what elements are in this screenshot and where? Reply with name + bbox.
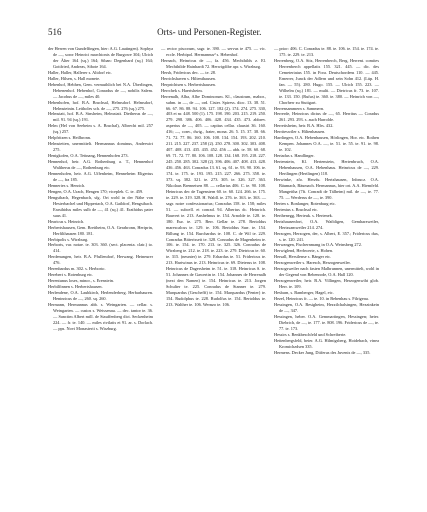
register-entry: Helmstetten, unermittelt. Hermannus dominus, Anderwirt 275.: [48, 141, 153, 153]
register-entry: Hernach, Heinricus de —, fa. 456. Mechthilds z. El. Mechthilde Hainhardt 72. Herwigdibe apr. s. Wirzburg.: [161, 57, 266, 69]
register-entry: Hettenbergsfeld, beier. A.G. Hilmigsberg, Hoidebach, vinea Kromichzdsen 335.: [274, 337, 379, 349]
register-entry: Herdenungen, heir. B.A. Pfullendorf, Herwang. Heineurer 476.: [48, 254, 153, 266]
register-entry: Hengen, O.A. Urach, Hengen 170; vicepleb. C. te. 459.: [48, 188, 144, 194]
register-columns: [48, 46, 379, 356]
register-entry: Helm (Hel von Seebeim s. A. Bruchal), Albrecht mil. 257 (sq.) 257.: [48, 123, 153, 135]
register-entry: Herrchek s. Haerisheim.: [161, 87, 203, 93]
register-entry: Helmstatt, hof. B.A. Sinsheim, Helmstatt. Dietherus de —, mil. 91. 94 (sq.) 191.: [48, 111, 153, 123]
register-entry: Herwangen, Fischernmang in O.A. Weinsberg 272.: [274, 242, 362, 248]
register-entry: Herbertshausen, Gem. Breitheim, O.A. Gerabronn, Heriprin, Herfilthausen 180. 181.: [48, 224, 153, 236]
register-entry: Herprichtsen s. Herbertshausen.: [161, 81, 216, 87]
register-entry: Herten s. Bonlanger, Rotenburg etc.: [274, 200, 336, 206]
register-entry: — rector piscorum, sagr. te. 390. — servus te 475. — vic. eccle. Herbipol. Hermannus² s. Hebenhof.: [161, 46, 266, 57]
column-left: [48, 46, 153, 356]
register-entry: Haller, Hilsen, s. Hall monete.: [48, 75, 101, 81]
register-entry: Herwinke, zfo. Herzfu. Hertzhausen, Inbrucz. O.A. Bäumach, Bäumach. Hermannus, hier ort. A.A. Hiemfeld. Mangeitha (7ft. Conradt de Tälheim) mil. de —, te. 77. 75. — Werderus de —, te. 390.: [274, 176, 379, 200]
register-entry: Herbilfinnen s. Herbertshausen.: [48, 284, 103, 290]
register-entry: Herriteswiler s. Hiltenhausen.: [274, 129, 326, 135]
register-entry: Hertenstein, Kl. Hertenstein, Hertenbruch, O.A. Hebenhausen, O.A. Hebenhaus. Heinricus de —, 229. Hertlingen (Hertlingen) 118.: [274, 159, 379, 177]
register-entry: Hezel, Heinricus fr. — te. 10. in Bebenhau s. Filrigeau.: [274, 296, 369, 302]
register-entry: Herbipolis s. Wirzburg.: [48, 236, 89, 242]
register-entry: Hertenius s. Bruchsal etc.: [274, 206, 319, 212]
register-entry: Hebenhofen, hof. B.A. Bruchsal, Helmsdorf. Helmsdorf, Helmsteinin. Leitholes sch. de —, 275. 276 (sq.) 275.: [48, 99, 153, 111]
register-entry: Haller, Haller, Hallerer s. Altdorf etc.: [48, 69, 112, 75]
register-entry: Hessingen, O.A. Besigheim, Hezzilchalsingen, Hezzinkein de —, 347.: [274, 301, 379, 313]
register-entry: Herrerde, Heinricus dictus de —, 65. Herritus — Coradus 261. 293. 293. s. auch Harrolde.: [274, 111, 379, 123]
register-entry: Herrichshaven s. Hiltenthausen.: [161, 75, 216, 81]
page-title: Orts- und Personen-Register.: [157, 27, 262, 37]
register-entry: Henneries s. Henrich.: [48, 182, 86, 188]
register-entry: Hessingen, heber. O.A. Gemmartingen, Hessingen; heier. Diebrich, de —, te. 177. te. 808. 196. Fridericus de —, te. 77. te. 173.: [274, 313, 379, 331]
register-entry: — prior: 406. C. Conradus te. 88. te. 106. te. 154. te. 174. te. 175. te. 229. te. 213.: [274, 46, 379, 57]
register-entry: Herborts, var. notae. te. 303. 360. (sect. placenta. clair.) to. 414.: [48, 242, 153, 254]
register-entry: Hengstbach, Hegenbach, sfg. Ort wohl in der Nähe von Hesterbachel und Hippertach, O.A. Gaildorf, Hengstbach. Erasthidus miles sulb de —, 41 (sq.) 41. Erathidus pater suus 41.: [48, 194, 153, 218]
page-number: 516: [48, 27, 62, 37]
register-entry: Herwiglend, Herbwerte, s. Hohen.: [274, 248, 334, 254]
register-entry: Hersb, Fridericus dec. — te. 28.: [161, 69, 217, 75]
register-entry: Harrlingen, O.A. Hebenhausen, Hörlingen, Hor. etc. Rothen Kempen. Johannes O.A. —, te. 51. te. 55. te. 91. te. 98. te. 102.: [274, 135, 379, 153]
register-entry: Hertzhausenfort, O.A. Waibligen, Gemharzweiler, Hertzsamweiler 214. 274.: [274, 218, 379, 230]
register-entry: Hennenhof, heir. A.G. Rothenburg a. T., Hennenhof Waltherus de —, Rothenburg etc.: [48, 159, 153, 171]
register-entry: Hesbarn, s. Bamberger, Hagel, etc.: [274, 290, 334, 296]
register-entry: Hertadus s. Handlinger.: [274, 153, 315, 159]
register-entry: Herzogenweiler s. Haresch, Herzogenweiler.: [274, 260, 351, 266]
register-entry: Helpfritzen s. Heilbronn.: [48, 135, 91, 141]
register-entry: Herzogenweiler, heir. B.A. Villingen, Herzogenwiht glob. Herr. te. 109.: [274, 278, 379, 290]
register-entry: Herentunus loses, minor., s. Erenstein.: [48, 278, 114, 284]
register-entry: Hersall, Hersilense s. Bänger etc.: [274, 254, 332, 260]
register-entry: Hennenhofen, heir. A.G. Uffenheim, Henneheim Eligertus de —, fra 185.: [48, 171, 153, 182]
register-entry: Hermann, Hermannus abb. s. Weingarten. — cellar. s. Weingarten. — custos s. Weissenau. — dec. tantor te. 36. — Sanctim Albert mill. de Stauffenberg dict. Seckenheim 224. — fr. te. 140. — miles rivilatis et 91. ar. s. Dorlach. — pps. Novi Monasterii s. Wirzburg.: [48, 301, 153, 331]
register-entry: Hessirs s. Benkbeschfeld und Schreiberie.: [274, 331, 347, 337]
register-entry: Herzogen, Herzogen, der, s. Albert, E. 357.; Fridericus dux, s. te. 120. 241.: [274, 230, 379, 242]
register-entry: Herebert s. Rotenburg etc.: [48, 272, 94, 278]
register-entry: Herretisheim, heir. B.A. Hlrs. 432.: [274, 123, 334, 129]
register-entry: Hermens. Decker Jung, Diiferus des Juvenis de —, 335.: [274, 349, 371, 355]
register-entry: Herenbardus m. 302. s. Herborto.: [48, 266, 106, 272]
register-entry: Herlendene, O.A. Laubkirch, Herlenderberg. Herbarhauren. Heninricus de —, 260. sq. 260.: [48, 290, 153, 302]
register-entry: der Herren von Gundelfingen, hier: A.G. Lautingen). Sophya de —, soror Heinrici marchionis de Burgowe 304; Ulrich der Älter 164 (sq.) 164; Siban: Degenhard (sq.) 164; Gottfried, Andreas, Sibote 164.: [48, 46, 153, 69]
register-entry: Hearicus s. Heinrich.: [48, 218, 85, 224]
register-entry: Henigkofen, O.A. Tettnang, Hennenhofen 273.: [48, 153, 129, 159]
page-header: [48, 27, 379, 37]
column-middle: [161, 46, 266, 356]
register-entry: Herzogsweiler nach fasten Malbrunnen, unermittelt, wohl in der Gegend von Bebenrode, O.A. Hall 120.: [274, 266, 379, 278]
register-entry: Herrenalb, Alba, Albe Dominorum. Kl., claustrum, mabor., subm. in —, de —, ord. Cister. Spiress. dioc. 13. 38. 51. 66. 67. 86. 88. 94. 106. 127. 182 (2). 174. 274. 275. 330, 403 et nr. 448. 500 (1). 175. 198. 190. 203. 215. 219. 250. 279. 298. 386. 406. 406. 428. 434. 435. 473. abbrev. asperius de —, 405. — capitus cellar. claustri 36. 160. 416; —, conv., dwig., frater, mona. 26. 5. 15. 37. 38. 66. 71. 72. 77. 86. 160. 106. 108. 134. 154. 193. 202. 210. 211. 215. 227. 237. 258 (2). 250. 278. 300. 302. 303. 408. 407. 408. 413. 435. 435. 452. 456 — abb. te. 58. 60. 68. 69. 71. 72. 77. 80. 106. 108. 128. 134. 168. 195. 218. 227. 245. 250. 285. 302. 328 (2). 396. 406. 407. 408. 413. 428. 436. 456. 463. Conradus 13. 61. sq. 61. te. 93. 90. 106. te. 174. te. 175. te. 193. 195. 215. 227. 266. 275. 358. te. 373. sq. 382. 321. te. 273. 305. te. 326. 327. 363. Nikolaus Brenneisen 88. — cellarius 406. C. te. 90. 108. Heinricus dec de Tagenstern 60. te. 60. 124. 266. te. 175. te. 229. te. 319. 328. H. Waldl. te. 276. te. 363. te. 363. — sagr. notre confessionarius; Conradus 158. te. 158; miles 51. — subcell. et conrad. 94. Albertus dc. Heinrich. Bauvert te. 213. Anshelmus te. 154. Arnolde te. 128. te. 180. Eur. te. 275. Berr. Gellar te. 278. Bertoldus marescalcus te. 129. te. 106. Bertoldus Surr. te. 154. Billung te. 154. Burchardus te. 108. C. de Wil te. 229. Conradus Bitterisseit te. 328. Conradus de Magenheim te. 106. te. 154. te. 170. 213. te. 325. 326. Conradus de Wirzberg te. 212. te. 218. te. 223. te. 279. Dietricus te. 60. te. 315. (neunter) te. 279. Erhardus te. 51. Fridericus te. 213. Hartwinus te. 213. Heinricus te. 69. Dieterus te. 108. Heinricus de Dagersheim te. 51. te. 318. Heinricus S. te. 51. Johannes de Gawertin te. 154. Johannes de Herrenalb (next den Namen) te. 154. Heinricus te. 213. Jorgen Schulter te. 225. Conradus de Stanner te. 279. Marquardus (Geschefft) te. 154. Marquardus (Fenter) te. 154. Rudolphus te. 228. Rudolfus te. 154. Bertoldus te. 213. Walther te. 106. Wernzo te. 106.: [161, 93, 266, 307]
column-right: [274, 46, 379, 356]
register-entry: Herrenberg, O.A. Sitz, Herrenberch, Berg, Herrent. comites Herrenberch appellatis 155. 321. 445. — dic. des Cemeteriatus 155. in Fora. Deutschordens 110. — 445. Ernerrer, Junck der Adlern und sein Sohn 412. (Lüp. H. fan. — 55). 280. Hugo. 155. — Ulrich 155. 223. — Wilhelm (sq.) 181. — multi. — Dietricus fr. 73. te. 107. te. 133. 150. (Rufus) te. 360. te. 380. — Heinrich von —, Chorherr zu Stuttgart.: [274, 57, 379, 105]
register-entry: Herrensammern s. Sammern.: [274, 105, 325, 111]
register-entry: Hebenhof, Hebhen, Gem. vermuthlich bei N.A. Überlingen, Hebenenhof. Hebenhof, Conradus de —, nobilis Salem. — Jacobus de —, miles 40.: [48, 81, 153, 99]
register-entry: Herthenegg, Herteuk. s. Hertenek.: [274, 212, 333, 218]
